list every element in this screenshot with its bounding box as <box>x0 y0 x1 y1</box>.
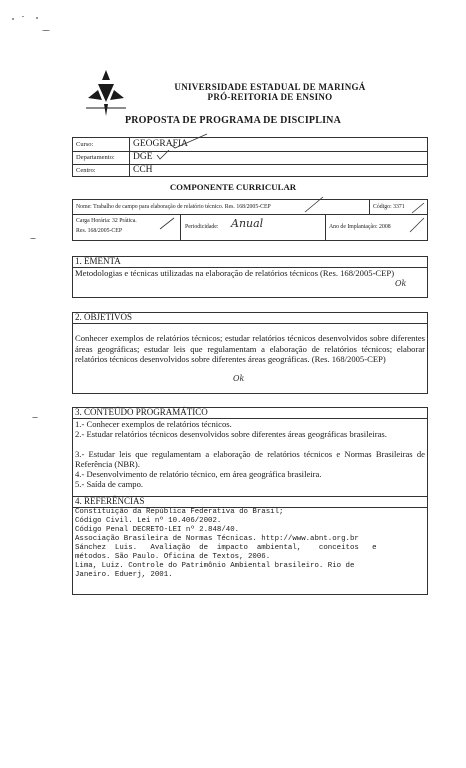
reference-item: Sánchez Luis. Avaliação de impacto ambiental, conceitos e <box>75 544 377 552</box>
conteudo-item-1: 1.- Conhecer exemplos de relatórios técnicos. <box>75 419 232 429</box>
check-mark-icon <box>411 202 425 214</box>
page-title: PROPOSTA DE PROGRAMA DE DISCIPLINA <box>124 115 342 126</box>
reference-item: Código Civil. Lei nº 10.406/2002. <box>75 517 222 525</box>
check-mark-icon <box>303 196 325 214</box>
scan-speck <box>36 17 38 19</box>
reference-item: Associação Brasileira de Normas Técnicas. http://www.abnt.org.br <box>75 535 359 543</box>
resolution-ref: Res. 168/2005-CEP <box>76 228 123 234</box>
objetivos-text: Conhecer exemplos de relatórios técnicos; estudar relatórios técnicos desenvolvidos sobre diferentes áreas geográficas; estudar leis que regulamentam a elaboração de relatórios técnicos; elaborar relatórios técnicos desenvolvidos sobre diferentes áreas geográficas. (Res. 168/2005-CEP) <box>75 333 425 364</box>
check-mark-icon <box>409 217 425 233</box>
check-mark-icon <box>159 217 175 231</box>
reference-item: Lima, Luiz. Controle do Patrimônio Ambiental brasileiro. Rio de <box>75 562 355 570</box>
course-label: Curso: <box>76 141 94 148</box>
scan-speck <box>32 417 38 418</box>
reference-item: Constituição da República Federativa do Brasil; <box>75 508 284 516</box>
course-value: GEOGRAFIA <box>133 139 188 149</box>
university-name: UNIVERSIDADE ESTADUAL DE MARINGÁ <box>174 82 366 92</box>
component-box <box>72 199 428 241</box>
referencias-heading: 4. REFERÊNCIAS <box>75 496 145 506</box>
objetivos-section <box>72 312 428 394</box>
implementation-year: Ano de Implantação: 2008 <box>329 224 391 230</box>
ementa-heading: 1. EMENTA <box>75 256 121 266</box>
dean-office-name: PRÓ-REITORIA DE ENSINO <box>207 92 333 102</box>
scan-speck <box>12 18 14 20</box>
scan-speck <box>30 238 36 239</box>
check-mark-icon <box>155 149 171 161</box>
ok-mark: Ok <box>395 279 407 288</box>
conteudo-item-3: 3.- Estudar leis que regulamentam a elaboração de relatórios técnicos e Normas Brasileiras de Referência (NBR). <box>75 449 425 469</box>
ementa-section <box>72 256 428 298</box>
course-info-box <box>72 137 428 177</box>
conteudo-item-2: 2.- Estudar relatórios técnicos desenvolvidos sobre diferentes áreas geográficas brasileiras. <box>75 429 387 439</box>
curricular-component-heading: COMPONENTE CURRICULAR <box>169 182 297 192</box>
conteudo-item-4: 4.- Desenvolvimento de relatório técnico, em área geográfica brasileira. <box>75 469 322 479</box>
component-name: Nome: Trabalho de campo para elaboração de relatório técnico. Res. 168/2005-CEP <box>76 204 271 210</box>
department-label: Departamento: <box>76 154 115 161</box>
scan-speck <box>22 16 24 17</box>
scan-speck <box>42 30 50 31</box>
reference-item: Janeiro. Eduerj, 2001. <box>75 571 173 579</box>
reference-item: Código Penal DECRETO-LEI nº 2.848/40. <box>75 526 240 534</box>
conteudo-heading: 3. CONTEÚDO PROGRAMÁTICO <box>75 407 208 417</box>
referencias-section <box>72 497 428 595</box>
university-logo-icon <box>84 68 128 118</box>
objetivos-heading: 2. OBJETIVOS <box>75 312 133 322</box>
check-mark-icon <box>169 132 209 150</box>
ok-mark: Ok <box>233 374 245 383</box>
periodicity-value: Anual <box>231 217 264 230</box>
department-value: DGE <box>133 152 153 162</box>
periodicity-label: Periodicidade: <box>185 224 219 230</box>
workload: Carga Horária: 32 Prática. <box>76 218 137 224</box>
component-code: Código: 3371 <box>373 204 405 210</box>
conteudo-section <box>72 407 428 497</box>
conteudo-item-5: 5.- Saída de campo. <box>75 479 144 489</box>
center-label: Centro: <box>76 167 96 174</box>
center-value: CCH <box>133 165 153 175</box>
reference-item: métodos. São Paulo. Oficina de Textos, 2006. <box>75 553 271 561</box>
ementa-text: Metodologias e técnicas utilizadas na elaboração de relatórios técnicos (Res. 168/2005-CEP) <box>75 268 395 278</box>
